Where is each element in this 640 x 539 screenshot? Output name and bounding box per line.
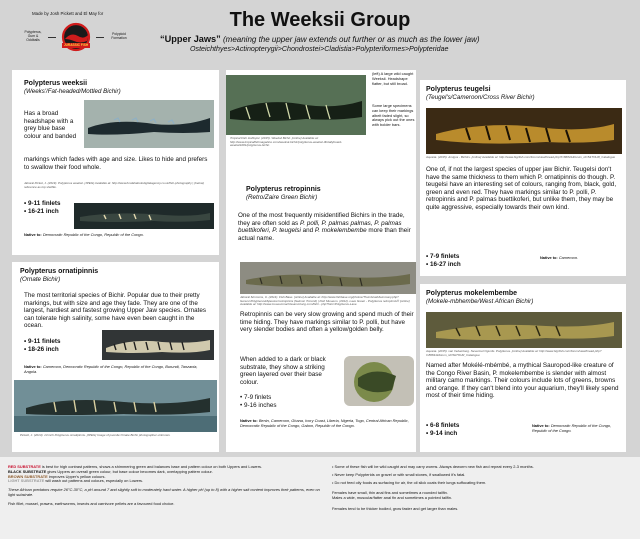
teugelsi-stats (426, 253, 461, 268)
teugelsi-native-value: Cameroon. (557, 255, 579, 260)
retropinnis-length: • 9-16 inches (240, 402, 277, 410)
mokelembembe-native-value: Democratic Republic of the Congo, Republic of the Congo. (532, 423, 612, 433)
care-bullet-1-text: Some of these fish will be wild caught and may carry worms. Always deworm new fish and repeat every 2-3 months. (334, 464, 534, 469)
upper-jaws-line (160, 34, 620, 45)
care-bullet-3-text: Do not feed oily foods as surfacing for air, the oil slick coats their lungs suffocating them. (334, 479, 487, 485)
weeksii-large-photo (226, 75, 366, 135)
weeksii-subtitle: (Weeks'/Fat-headed/Mottled Bichir) (24, 88, 121, 95)
header-diagram (18, 22, 148, 62)
card-teugelsi (420, 80, 626, 276)
teugelsi-photo (426, 108, 622, 154)
ornatipinnis-native-value: Cameroon, Democratic Republic of the Congo, Republic of the Congo, Burundi, Tanzania, Angola. (24, 364, 198, 374)
weeksii-photo (84, 100, 214, 148)
substrate-red-label: RED SUBSTRATE (8, 464, 41, 469)
diagram-right-text: Polyploid Formation (111, 32, 127, 41)
weeksii-description-top: Has a broad headshape with a grey blue base colour and banded (24, 110, 77, 140)
ornatipinnis-description: The most territorial species of Bichir. Popular due to their pretty markings, but with size and age they fade. They are one of the largest, hardiest and fastest growing Upper Jaw species. Ornates can tolerate high salinity, some have even been caught in the ocean. (24, 292, 207, 330)
weeksii-title: Polypterus weeksii (24, 80, 88, 87)
taxonomy-line: Osteichthyes>Actinopterygii>Chondrostei>Cladistia>Polypteriformes>Polypteridae (190, 45, 449, 53)
mokelembembe-citation: Aquaria. (2015). van Velsenberg. Nevermel Ogunfe. Polypterus. [online] Available at: http://www.bigrfish.com/forum/viewthread.php?t=86841&forum_id=5&TOUR_Catalogue (426, 349, 602, 357)
retropinnis-desc-part2: and (300, 227, 315, 235)
weeksii-native-label: Native to: (24, 232, 42, 237)
water-conditions: These African predators require 26°C-30°C, a pH around 7 and slightly soft to moderately hard water. A higher pH (up to 8) with a higher salt content improves their patterns, even on light substrate. (8, 487, 320, 497)
mokelembembe-description: Named after Mokélé-mbémbé, a mythical Sauropod-like creature of the Congo River Basin, P. mokelembembe is slender with almost military camo markings. Their colours include lots of greens, browns and orange. If they can't blend into your aquarium, they'll likely spend most of their time hiding. (426, 362, 619, 400)
ornatipinnis-citation: Pickett, J. (2013). 13 inch Polypterus ornatipinnis. [JPEG] Image of juvenile Ornate Bichir photographer unknown. (20, 433, 171, 437)
retropinnis-description (238, 212, 412, 242)
mokelembembe-photo (426, 312, 622, 348)
weeksii-caption-2: Some large specimens can keep their markings albeit faded slight, so always pick out the ones with bolder bars. (372, 103, 415, 128)
weeksii-finlets: • 9-11 finlets (24, 200, 61, 208)
sex-growth: Females tend to be thicker bodied, grow faster and get larger than males. (332, 505, 459, 511)
care-bullet-2: • Never keep Polypterids on gravel or with small stones, if swallowed it's fatal. (332, 471, 466, 477)
ornatipinnis-photo (102, 330, 214, 360)
weeksii-description-bottom: markings which fades with age and size. Likes to hide and prefers to swallow their food whole. (24, 156, 208, 171)
upper-jaws-meaning: (meaning the upper jaw extends out further or as much as the lower jaw) (220, 35, 480, 44)
substrate-light-label: LIGHT SUBSTRATE (8, 478, 45, 484)
card-retropinnis (226, 180, 416, 452)
weeksii-native (24, 233, 214, 238)
retropinnis-desc-italic2: P. mokelembembe (314, 227, 367, 235)
teugelsi-finlets: • 7-9 finlets (426, 253, 461, 261)
card-mokelembembe (420, 284, 626, 452)
weeksii-native-value: Democratic Republic of the Congo, Republic of the Congo. (41, 232, 144, 237)
teugelsi-citation: Aquaria. (2015). Amigos - Bichirs. [online] Available at: http://www.bigrfish.com/forum/viewthread.php?t=86841&forum_id=5&TOUR_Catalogue (426, 155, 616, 159)
ornatipinnis-photo-2 (14, 380, 217, 432)
weeksii-stats (24, 200, 61, 215)
mokelembembe-subtitle: (Mokele-mbhembe/West African Bichir) (426, 298, 534, 305)
retropinnis-citation: Jaboral Simmons, U. (2014). Fish Base. [online] Available at: http://www.fishbase.org/photos/ThumbnailsSummary.php?Genus=Polypterus&Species=retropinnis (Saimon Torrenti) | Fish Museum. (2012). Lave Green - Polypterus retropinnis® [online] Available at: http://www.museumnachtssammlung.com/fish/...php?foto=Polypterus-Lave. (240, 295, 410, 307)
food-note: Fish fillet, mussel, prawns, earthworms, insects and carnivore pellets are a favoured food choice. (8, 500, 175, 506)
care-bullet-2-text: Never keep Polypterids on gravel or with small stones, if swallowed it's fatal. (334, 471, 466, 477)
retropinnis-stats (240, 394, 277, 409)
retropinnis-photo (240, 262, 416, 294)
ornatipinnis-subtitle: (Ornate Bichir) (20, 276, 61, 283)
mokelembembe-finlets: • 6-8 finlets (426, 422, 459, 430)
substrate-black-label: BLACK SUBSTRATE (8, 468, 47, 474)
diagram-right-line (96, 37, 104, 38)
substrate-brown-text: improves Upper's yellow colours. (47, 473, 106, 479)
diagram-left-line (48, 37, 56, 38)
retropinnis-desc-part1: One of the most frequently misidentified Bichirs in the trade, they are often sold as (238, 212, 405, 227)
weeksii-large-citation: Tropical Fish Hobbyist. (2015). Weeksii Bichir. [online] Available at: http://www.tropicalfishmagazine.com/weeksii-bichir/polypterus-weeksii-tftotallyboard-weeksii1001/pclypterus-bichir. (230, 136, 343, 148)
retropinnis-description-2: Retropinnis can be very slow growing and spend much of their time hiding. They have markings similar to P. polli, but have very slender bodies and often a yellow/golden belly. (240, 311, 414, 334)
ornatipinnis-native (24, 365, 209, 375)
sex-males: Males a wide, muscular/fatter anal fin and sometimes a pointed tailfin. (332, 495, 453, 501)
substrate-brown-label: BROWN SUBSTRATE (8, 473, 48, 479)
substrate-red-text: is best for high contrast patterns, shows a shimmering green and balances base and pattern colour on both Uppers and Lowers. (40, 464, 263, 469)
weeksii-length: • 16-21 inch (24, 208, 61, 216)
care-bullet-1: • Some of these fish will be wild caught and may carry worms. Always deworm new fish and repeat every 2-3 months. (332, 464, 534, 469)
teugelsi-native-label: Native to: (540, 255, 558, 260)
bottom-info-bar (0, 457, 640, 539)
teugelsi-title: Polypterus teugelsi (426, 86, 491, 93)
weeksii-photo-2 (74, 203, 214, 229)
ornatipinnis-stats (24, 338, 61, 353)
weeksii-citation: Jaboral Picket, J. (2019). Polypterus weeksii. [JPEG] Available at: http://www.fundahabotodigitalagency.co.uk/fish-photography | (below) reference as top shelfile. (24, 181, 204, 189)
credit-line: Made by Josh Pickett and El May for (32, 11, 104, 16)
retropinnis-native-label: Native to: (240, 418, 258, 423)
ornatipinnis-finlets: • 9-11 finlets (24, 338, 61, 346)
card-weeksii (12, 70, 219, 255)
retropinnis-native (240, 419, 414, 429)
retropinnis-desc-italic: P. polli, P. palmas palmas, P. palmas buettikoferi, P. teugelsi (238, 219, 402, 235)
mokelembembe-title: Polypterus mokelembembe (426, 290, 518, 297)
retropinnis-native-value: Benin, Cameroon, Ghana, Ivory Coast, Liberia, Nigeria, Togo, Central African Republic, Democratic Republic of the Congo, Gabon, Republic of the Congo. (240, 418, 409, 428)
upper-jaws-quote: “Upper Jaws” (160, 34, 221, 44)
mokelembembe-length: • 9-14 inch (426, 430, 459, 438)
ornatipinnis-length: • 18-26 inch (24, 346, 61, 354)
retropinnis-photo-2 (344, 356, 414, 406)
teugelsi-length: • 16-27 inch (426, 261, 461, 269)
ornatipinnis-title: Polypterus ornatipinnis (20, 268, 99, 275)
page-title: The Weeksii Group (229, 9, 411, 31)
card-ornatipinnis (12, 262, 219, 452)
mokelembembe-native (532, 424, 624, 434)
care-bullet-3: • Do not feed oily foods as surfacing for air, the oil slick coats their lungs suffocating them. (332, 479, 487, 485)
ornatipinnis-native-label: Native to: (24, 364, 42, 369)
card-weeksii-extra (226, 70, 416, 187)
retropinnis-finlets: • 7-9 finlets (240, 394, 277, 402)
retropinnis-desc-part3: more than their actual name. (238, 227, 411, 242)
jurassic-fish-logo (56, 22, 96, 52)
logo-text: JURASSIC FISH (63, 43, 89, 47)
mokelembembe-stats (426, 422, 459, 437)
teugelsi-description: One of, if not the largest species of upper jaw Bichir. Teugelsi don't have the same thickness to them which P. ornatipinnis do though. P. teugelsi have an interesting set of colours, ranging from, black, gold, green and even red. They have markings similar to P. polli, P. retropinnis and P. palmas buettikoferi, but unlike them, they may be quite aggressive, especially towards their own kind. (426, 166, 617, 211)
retropinnis-description-3: When added to a dark or black substrate, they show a striking green layered over their base colour. (240, 356, 326, 386)
care-notes (332, 465, 632, 512)
diagram-left-text: Polypterus, Gum & Oddballs (24, 30, 42, 43)
mokelembembe-native-label: Native to: (532, 423, 550, 428)
substrate-light-text: will wash out patterns and colours, especially on Lowers. (44, 478, 144, 484)
retropinnis-subtitle: (Retro/Zaire Green Bichir) (246, 194, 318, 201)
weeksii-caption-1: (left) A large wild caught Weeksii. Headshape flatter, but still broad. (372, 71, 414, 86)
retropinnis-title: Polypterus retropinnis (246, 186, 321, 193)
substrate-notes (8, 465, 320, 507)
teugelsi-subtitle: (Teugel's/Cameroon/Cross River Bichir) (426, 94, 535, 101)
substrate-black-text: gives Uppers an overall green colour, but base colour becomes dark, overlapping pattern colour. (46, 468, 213, 474)
sex-females: Females have small, thin anal fins and sometimes a rounded tailfin. (332, 490, 448, 496)
substrate-light (8, 479, 320, 484)
teugelsi-native (540, 256, 620, 261)
